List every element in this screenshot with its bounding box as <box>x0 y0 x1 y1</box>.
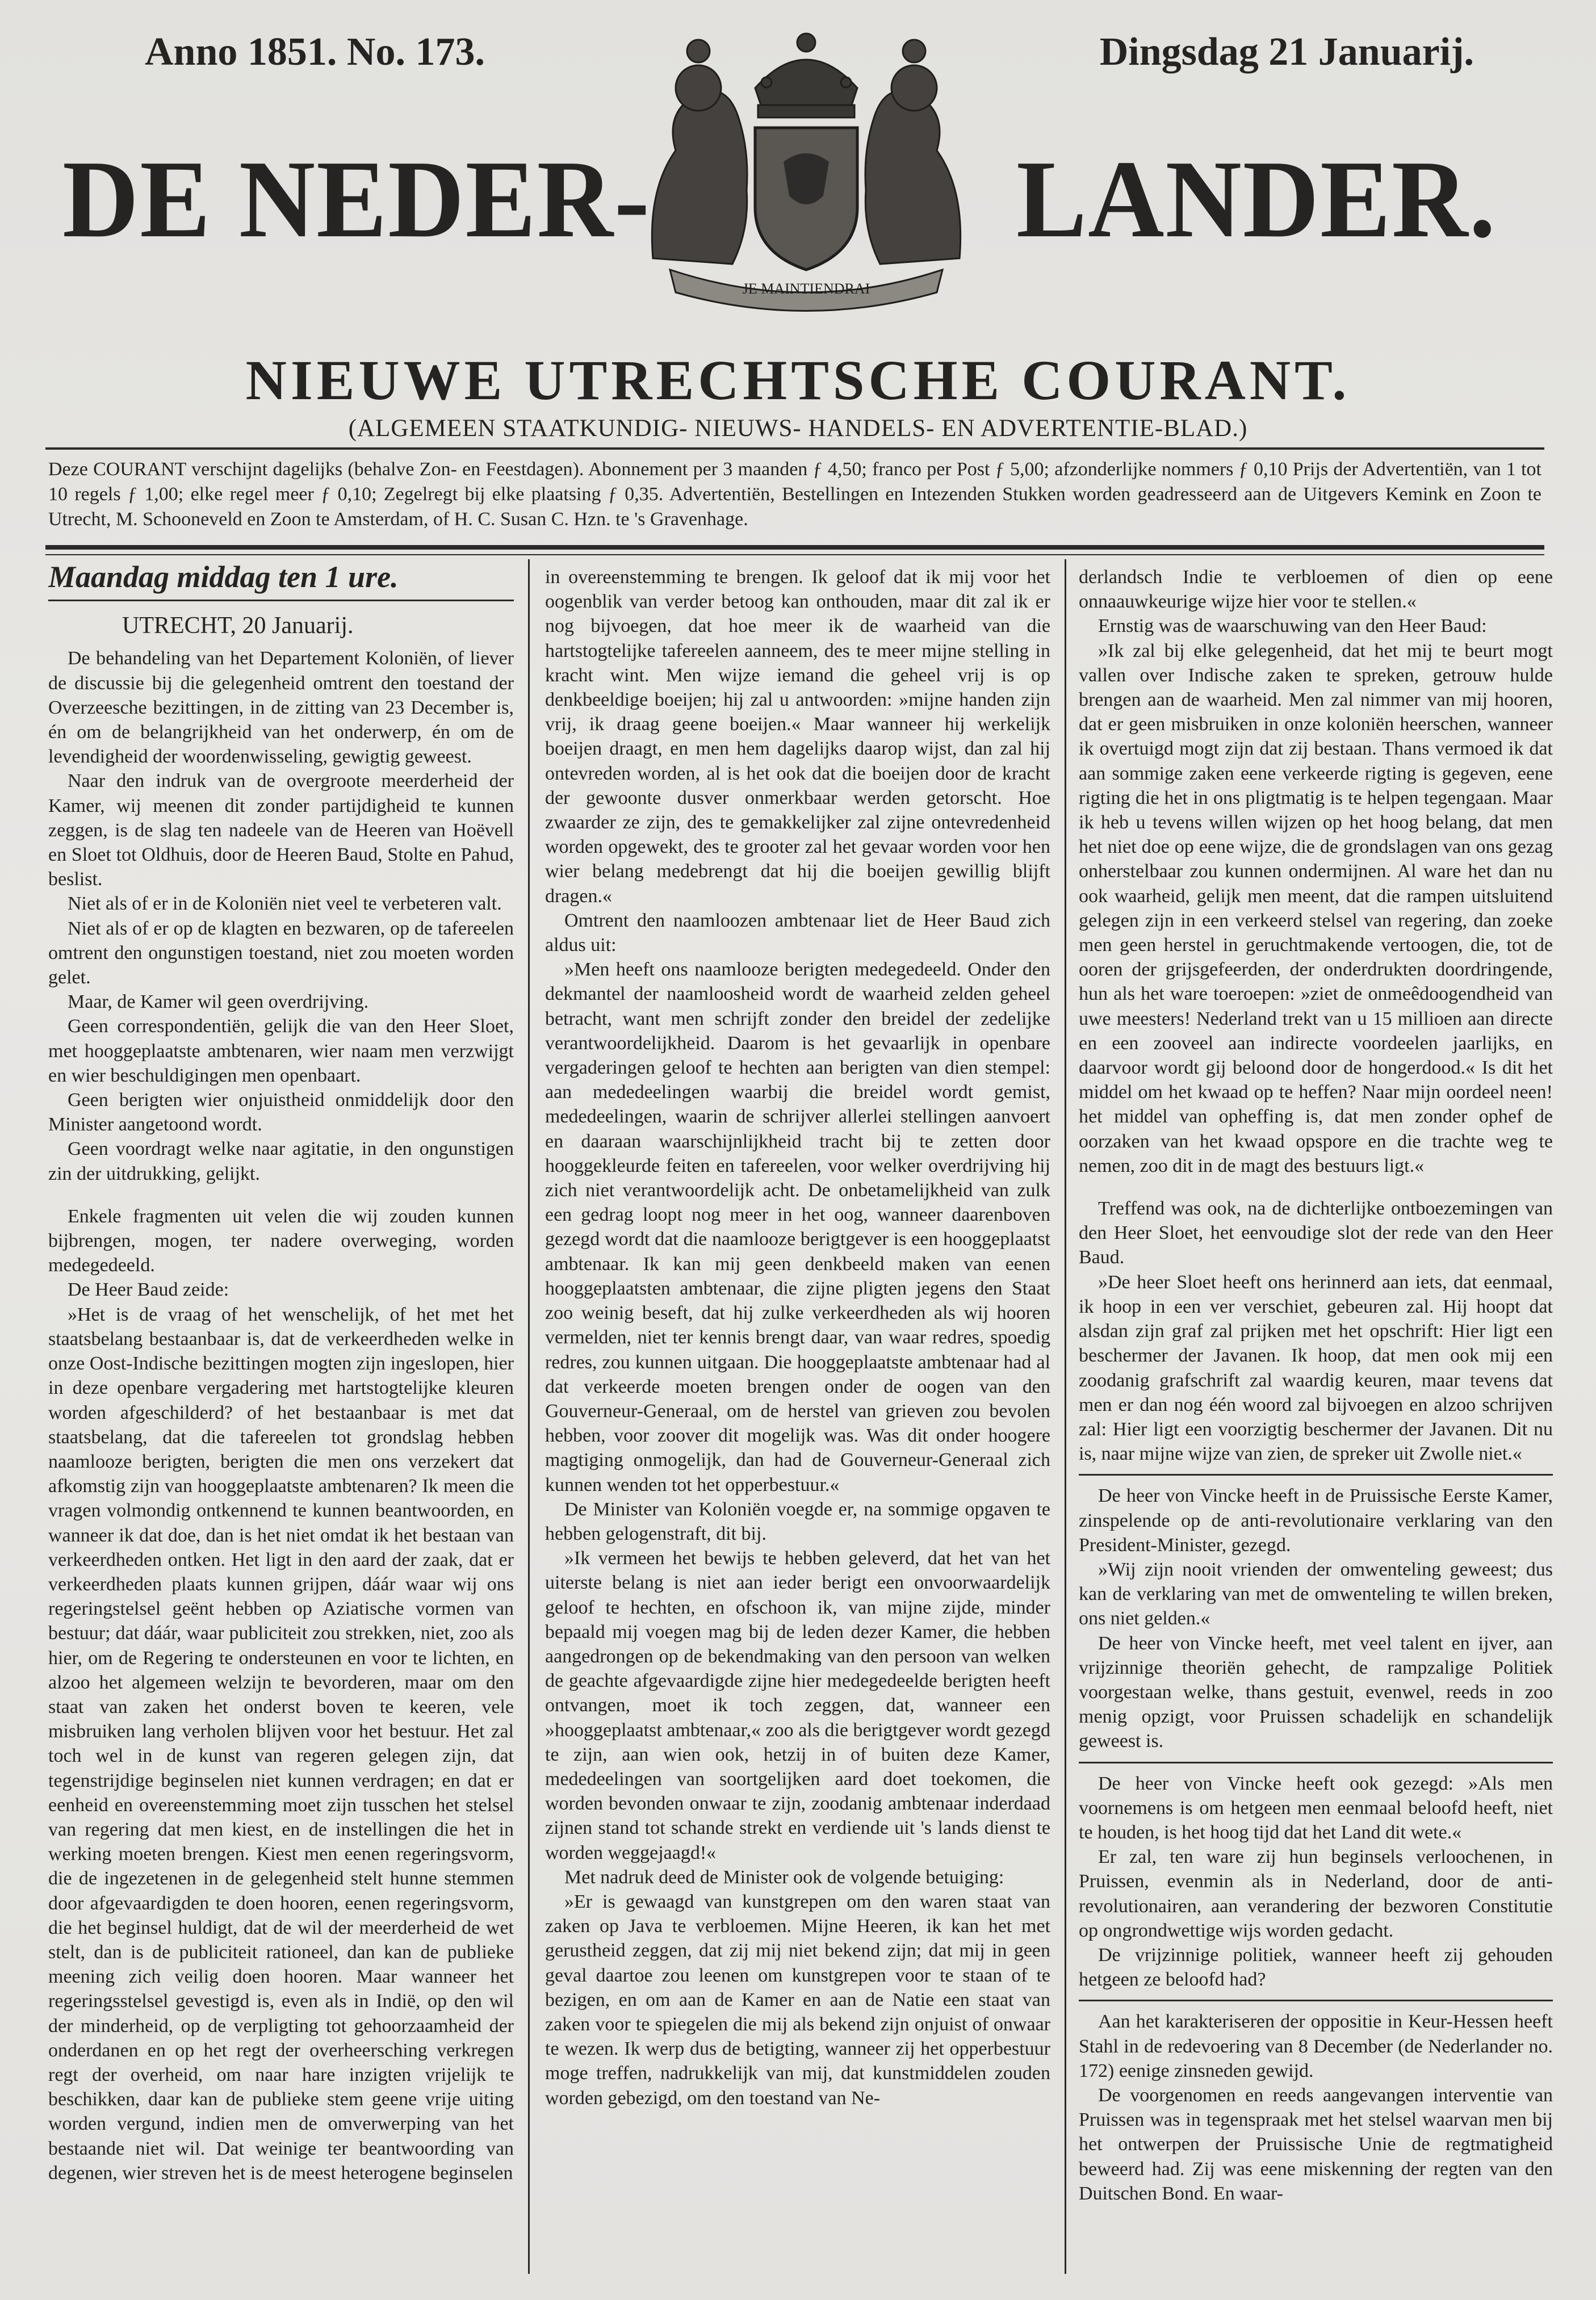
column-divider-2 <box>1065 559 1066 2274</box>
column-divider-1 <box>528 559 530 2274</box>
paragraph: Geen berigten wier onjuistheid onmiddelijk door den Minister aangetoond wordt. <box>48 1090 514 1136</box>
paragraph: Treffend was ook, na de dichterlijke ontboezemingen van den Heer Sloet, het eenvoudige slot der rede van den Heer Baud. <box>1079 1198 1553 1268</box>
article-rule <box>1079 2000 1553 2001</box>
paragraph: Met nadruk deed de Minister ook de volgende betuiging: <box>564 1866 1004 1888</box>
subtitle: NIEUWE UTRECHTSCHE COURANT. <box>245 349 1351 412</box>
paragraph: Er zal, ten ware zij hun beginsels verloochenen, in Pruissen, evenmin als in Nederland, door de anti-revolutionairen, aan verandering der bezworen Constitutie op ongrondwettige wijs worden gedacht. <box>1079 1846 1553 1941</box>
subscription-notice: Deze COURANT verschijnt dagelijks (behalve Zon- en Feestdagen). Abonnement per 3 maanden ƒ 4,50; franco per Post ƒ 5,00; afzonderlijke nommers ƒ 0,10 Prijs der Advertentiën, van 1 tot 10 regels ƒ 1,00; elke regel meer ƒ 0,10; Zegelregt bij elke plaatsing ƒ 0,35. Advertentiën, Bestellingen en Intezenden Stukken worden geadresseerd aan de Uitgevers Kemink en Zoon te Utrecht, M. Schooneveld en Zoon te Amsterdam, of H. C. Susan C. Hzn. te 's Gravenhage. <box>48 459 1541 530</box>
issue-date: Dingsdag 21 Januarij. <box>1099 30 1474 74</box>
column-1 <box>48 565 514 2297</box>
paragraph: »De heer Sloet heeft ons herinnerd aan iets, dat eenmaal, ik hoop in een ver verschiet, gebeuren zal. Hij hoopt dat alsdan zijn graf zal prijken met het opschrift: Hier ligt een beschermer der Javanen. Ik hoop, dat men ook mij een zoodanig grafschrift zal waardig keuren, maar tevens dat men er dan nog één woord zal bijvoegen en alzoo schrijven zal: Hier ligt een voorzigtig beschermer der Javanen. Dit nu is, naar mijne wijze van zien, de spreker uit Zwolle niet.« <box>1079 1271 1553 1465</box>
paragraph: Niet als of er op de klagten en bezwaren, op de tafereelen omtrent den ongunstigen toestand, niet zou moeten worden gelet. <box>48 918 514 988</box>
masthead-title-right: LANDER. <box>1016 137 1497 261</box>
column-2 <box>545 565 1050 2297</box>
top-rule <box>45 447 1544 450</box>
paragraph: »Het is de vraag of het wenschelijk, of het met het staatsbelang bestaanbaar is, dat de verkeerdheden welke in onze Oost-Indische bezittingen mogten zijn ingeslopen, hier in deze openbare vergadering met hartstogtelijke kleuren worden afgeschilderd? of het bestaanbaar is met dat staatsbelang, dat die tafereelen tot grondslag hebben naamlooze berigten, berigten die men ons verzekert dat afkomstig zijn van hooggeplaatste ambtenaren? Ik meen die vragen volmondig ontkennend te kunnen beantwoorden, en wanneer ik dat doe, dan is het niet omdat ik het bestaan van verkeerdheden ontken. Het ligt in den aard der zaak, dat er verkeerdheden plaats kunnen grijpen, dáár waar wij ons regeringstelsel geënt hebben op Aziatische vormen van bestuur; dat dáár, waar publiciteit zou strekken, niet, zoo als hier, om de Regering te ondersteunen en voor te lichten, en alzoo het algemeen welzijn te bevorderen, maar om den staat van zaken het onderst boven te keeren, vele misbruiken lang verholen blijven voor het bestuur. Het zal toch wel in de kunst van regeren gelegen zijn, dat tegenstrijdige beginselen niet kunnen verdragen; en dat er eenheid en overeenstemming moet zijn tusschen het stelsel van regering dat men kiest, en de instellingen die het in werking moeten brengen. Kiest men eenen regeringsvorm, die de ingezetenen in de gelegenheid stelt hunne stemmen door afgevaardigden te doen hooren, eenen regeringsvorm, die het beginsel huldigt, dat de wil der meerderheid de wet stelt, dan is de publiciteit rationeel, dan kan de publieke meening zich veilig doen hooren. Maar wanneer het regeringsstelsel gevestigd is, even als in Indië, op den wil der minderheid, op de verpligting tot gehoorzaamheid der onderdanen en op het regt der overheersching verkregen regt der overheid, om naar hare inzigten vrijelijk te beschikken, daar kan de publieke stem geene vrije uiting worden vergund, indien men de omverwerping van het bestaande niet wil. Dat weinige ter beantwoording van degenen, wier streven het is de meest heterogene beginselen <box>48 1304 514 2184</box>
dateline: UTRECHT, 20 Januarij. <box>122 613 354 639</box>
paragraph: De vrijzinnige politiek, wanneer heeft zij gehouden hetgeen ze beloofd had? <box>1079 1944 1553 1991</box>
paragraph: Ernstig was de waarschuwing van den Heer Baud: <box>1098 615 1487 637</box>
paragraph: Naar den indruk van de overgroote meerderheid der Kamer, wij meenen dit zonder partijdigheid te kunnen zeggen, is de slag ten nadeele van de Heeren van Hoëvell en Sloet tot Oldhuis, door de Heeren Baud, Stolte en Pahud, beslist. <box>48 770 514 890</box>
masthead-title-left: DE NEDER- <box>62 137 651 261</box>
subline: (ALGEMEEN STAATKUNDIG- NIEUWS- HANDELS- EN ADVERTENTIE-BLAD.) <box>348 415 1248 442</box>
motto-text: JE MAINTIENDRAI <box>742 280 870 297</box>
paragraph: »Ik vermeen het bewijs te hebben geleverd, dat het van het uiterste belang is niet aan ieder berigt een onvoorwaardelijk geloof te hechten, en ofschoon ik, van mijne zijde, minder bepaald mij voegen mag bij de leden dezer Kamer, die hebben aangedrongen op de bekendmaking van den persoon van welken de geachte afgevaardigde zijne hier medegedeelde berigten heeft ontvangen, moet ik toch zeggen, dat, wanneer een »hooggeplaatst ambtenaar,« zoo als die berigtgever wordt gezegd te zijn, aan wien ook, hetzij in of buiten deze Kamer, mededeelingen van soortgelijken aard doet toekomen, die worden bevonden onwaar te zijn, zoodanig ambtenaar inderdaad zijnen stand tot schande strekt en verdiende uit 's lands dienst te worden weggejaagd!« <box>545 1548 1050 1863</box>
article-rule <box>1079 1474 1553 1476</box>
coat-of-arms-icon <box>613 20 999 315</box>
paragraph: De heer von Vincke heeft, met veel talent en ijver, aan vrijzinnige theoriën gehecht, de rampzalige Politiek voorgestaan welke, thans gestuit, evenwel, reeds in zoo menig opzigt, voor Pruissen schadelijk en schandelijk geweest is. <box>1079 1632 1553 1752</box>
notice-rule-thin <box>45 554 1544 555</box>
paragraph: Geen voordragt welke naar agitatie, in den ongunstigen zin der uitdrukking, gelijkt. <box>48 1138 514 1184</box>
paragraph: De Heer Baud zeide: <box>68 1279 229 1301</box>
paragraph: De behandeling van het Departement Koloniën, of liever de discussie bij die gelegenheid omtrent den toestand der Overzeesche bezittingen, in de zitting van 23 December is, én om de belangrijkheid van het onderwerp, én om de levendigheid der woordenwisseling, gewigtig geweest. <box>48 648 514 768</box>
paragraph: De heer von Vincke heeft ook gezegd: »Als men voornemens is om hetgeen men eenmaal beloofd heeft, niet te houden, is het hoog tijd dat het Land dit wete.« <box>1079 1773 1553 1843</box>
paragraph: Enkele fragmenten uit velen die wij zouden kunnen bijbrengen, mogen, ter nadere overweging, worden medegedeeld. <box>48 1205 514 1276</box>
paragraph: Maar, de Kamer wil geen overdrijving. <box>68 991 369 1013</box>
paragraph: derlandsch Indie te verbloemen of dien op eene onnaauwkeurige wijze hier voor te stellen.« <box>1079 567 1553 613</box>
paragraph: De Minister van Koloniën voegde er, na sommige opgaven te hebben gelogenstraft, dit bij. <box>545 1498 1050 1544</box>
issue-number: Anno 1851. No. 173. <box>145 30 485 74</box>
paragraph: Niet als of er in de Koloniën niet veel te verbeteren valt. <box>68 893 502 915</box>
section-heading: Maandag middag ten 1 ure. <box>48 565 399 594</box>
paragraph: Geen correspondentiën, gelijk die van den Heer Sloet, met hooggeplaatste ambtenaren, wier naam men verzwijgt en wier beschuldigingen men openbaart. <box>48 1016 514 1086</box>
article-rule <box>1079 1762 1553 1763</box>
paragraph: »Er is gewaagd van kunstgrepen om den waren staat van zaken op Java te verbloemen. Mijne Heeren, ik kan het met gerustheid zeggen, dat zij mij niet bekend zijn; dat mij in geen geval daartoe zou leenen om kunstgrepen voor te staan of te bezigen, en om aan de Kamer en aan de Natie een staat van zaken voor te spiegelen die mij als bekend zijn onjuist of onwaar te wezen. Ik werp dus de betigting, wanneer zij het opperbestuur moge treffen, nadrukkelijk van mij, dat kunstmiddelen zouden worden gebezigd, om den toestand van Ne- <box>545 1891 1050 2109</box>
column-3 <box>1079 565 1553 2297</box>
notice-rule <box>45 545 1544 550</box>
paragraph: »Men heeft ons naamlooze berigten medegedeeld. Onder den dekmantel der naamloosheid wordt de waarheid zelden geheel betracht, want men schrijft zonder den breidel der zedelijke verantwoordelijkheid. Daarom is het gevaarlijk in openbare vergaderingen geloof te hechten aan berigten van dien stempel: aan mededeelingen waarbij die breidel wordt gemist, mededeelingen, waarin de schrijver allerlei stellingen aanvoert en daaraan waarschijnlijkheid tracht bij te zetten door hooggekleurde feiten en tafereelen, voor welker overdrijving hij zich niet verantwoordelijk acht. De onbetamelijkheid van zulk een gedrag loopt nog meer in het oog, wanneer daarenboven gezegd wordt dat die naamlooze berigtgever is een hooggeplaatst ambtenaar. Ik kan mij geen denkbeeld maken van eenen hooggeplaatsten ambtenaar, die zijne pligten jegens den Staat zoo weinig beseft, dat hij zulke verkeerdheden als wij hooren vermelden, niet ter kennis brengt daar, van waar redres, spoedig redres, zou kunnen uitgaan. Die hooggeplaatste ambtenaar had al dat verkeerde moeten brengen onder de oogen van den Gouverneur-Generaal, om de herstel van grieven zou bevolen hebben, voor zoover dit mogelijk was. Was dit onder hoogere magtiging onmogelijk, dan had de Gouverneur-Generaal zich kunnen wenden tot het opperbestuur.« <box>545 959 1050 1495</box>
paragraph: De heer von Vincke heeft in de Pruissische Eerste Kamer, zinspelende op de anti-revolutionaire verklaring van den President-Minister, gezegd. <box>1079 1485 1553 1556</box>
paragraph: De voorgenomen en reeds aangevangen interventie van Pruissen was in tegenspraak met het stelsel waarvan men bij het ontwerpen der Pruissische Unie de regtmatigheid beweerd had. Zij was eene miskenning der regten van den Duitschen Bond. En waar- <box>1079 2084 1553 2204</box>
heading-rule <box>48 600 514 601</box>
paragraph: Omtrent den naamloozen ambtenaar liet de Heer Baud zich aldus uit: <box>545 910 1050 956</box>
paragraph: in overeenstemming te brengen. Ik geloof dat ik mij voor het oogenblik van verder betoog kan onthouden, maar dit zal ik er nog bijvoegen, dat hoe meer ik de waarheid van die hartstogtelijke tafereelen aanneem, des te meer mijne stelling in kracht wint. Men wijze iemand die geheel vrij is op denkbeeldige boeijen; hij zal u antwoorden: »mijne handen zijn vrij, ik draag geene boeijen.« Maar wanneer hij werkelijk boeijen draagt, en men hem dagelijks daarop wijst, dan zal hij ontevreden worden, al is het ook dat die boeijen door de kracht der gewoonte dusver onmerkbaar werden getorscht. Hoe zwaarder ze zijn, des te gemakkelijker zal zijne ontevredenheid worden opgewekt, des te grooter zal het gevaar worden voor hen wier belang medebrengt dat hij die boeijen gewillig blijft dragen.« <box>545 567 1050 907</box>
paragraph: »Ik zal bij elke gelegenheid, dat het mij te beurt mogt vallen over Indische zaken te spreken, getrouw hulde brengen aan de waarheid. Men zal nimmer van mij hooren, dat er geen misbruiken in onze koloniën heerschen, wanneer ik overtuigd mogt zijn dat zij bestaan. Thans vermoed ik dat aan sommige zaken eene verkeerde rigting is gegeven, eene rigting die het in ons pligtmatig is te helpen tegengaan. Maar ik heb u tevens willen wijzen op het hoog belang, dat men het niet doe op eene wijze, die de grondslagen van ons gezag onherstelbaar zou kunnen ondermijnen. Al ware het dan nu ook waarheid, gelijk men meent, dat die rampen uitsluitend gelegen zijn in een verkeerd stelsel van regering, dan zoeke men geen herstel in geruchtmakende vertoogen, die, tot de ooren der grijsgefeerden, der onderdrukten doordringende, hun als het ware toeroepen: »ziet de onmeêdoogendheid van uwe meesters! Nederland trekt van u 15 millioen aan directe en een zooveel aan indirecte voordeelen jaarlijks, en daarvoor wordt gij beloond door de hongerdood.« Is dit het middel om het kwaad op te heffen? Naar mijn oordeel neen! het middel van opheffing is, dat men zonder ophef de oorzaken van het kwaad opspore en die trachte weg te nemen, zoo dit in de magt des bestuurs ligt.« <box>1079 640 1553 1176</box>
paragraph: »Wij zijn nooit vrienden der omwenteling geweest; dus kan de verklaring van met de omwenteling te willen breken, ons niet gelden.« <box>1079 1559 1553 1629</box>
paragraph: Aan het karakteriseren der oppositie in Keur-Hessen heeft Stahl in de redevoering van 8 December (de Nederlander no. 172) eenige zinsneden gewijd. <box>1079 2011 1553 2081</box>
